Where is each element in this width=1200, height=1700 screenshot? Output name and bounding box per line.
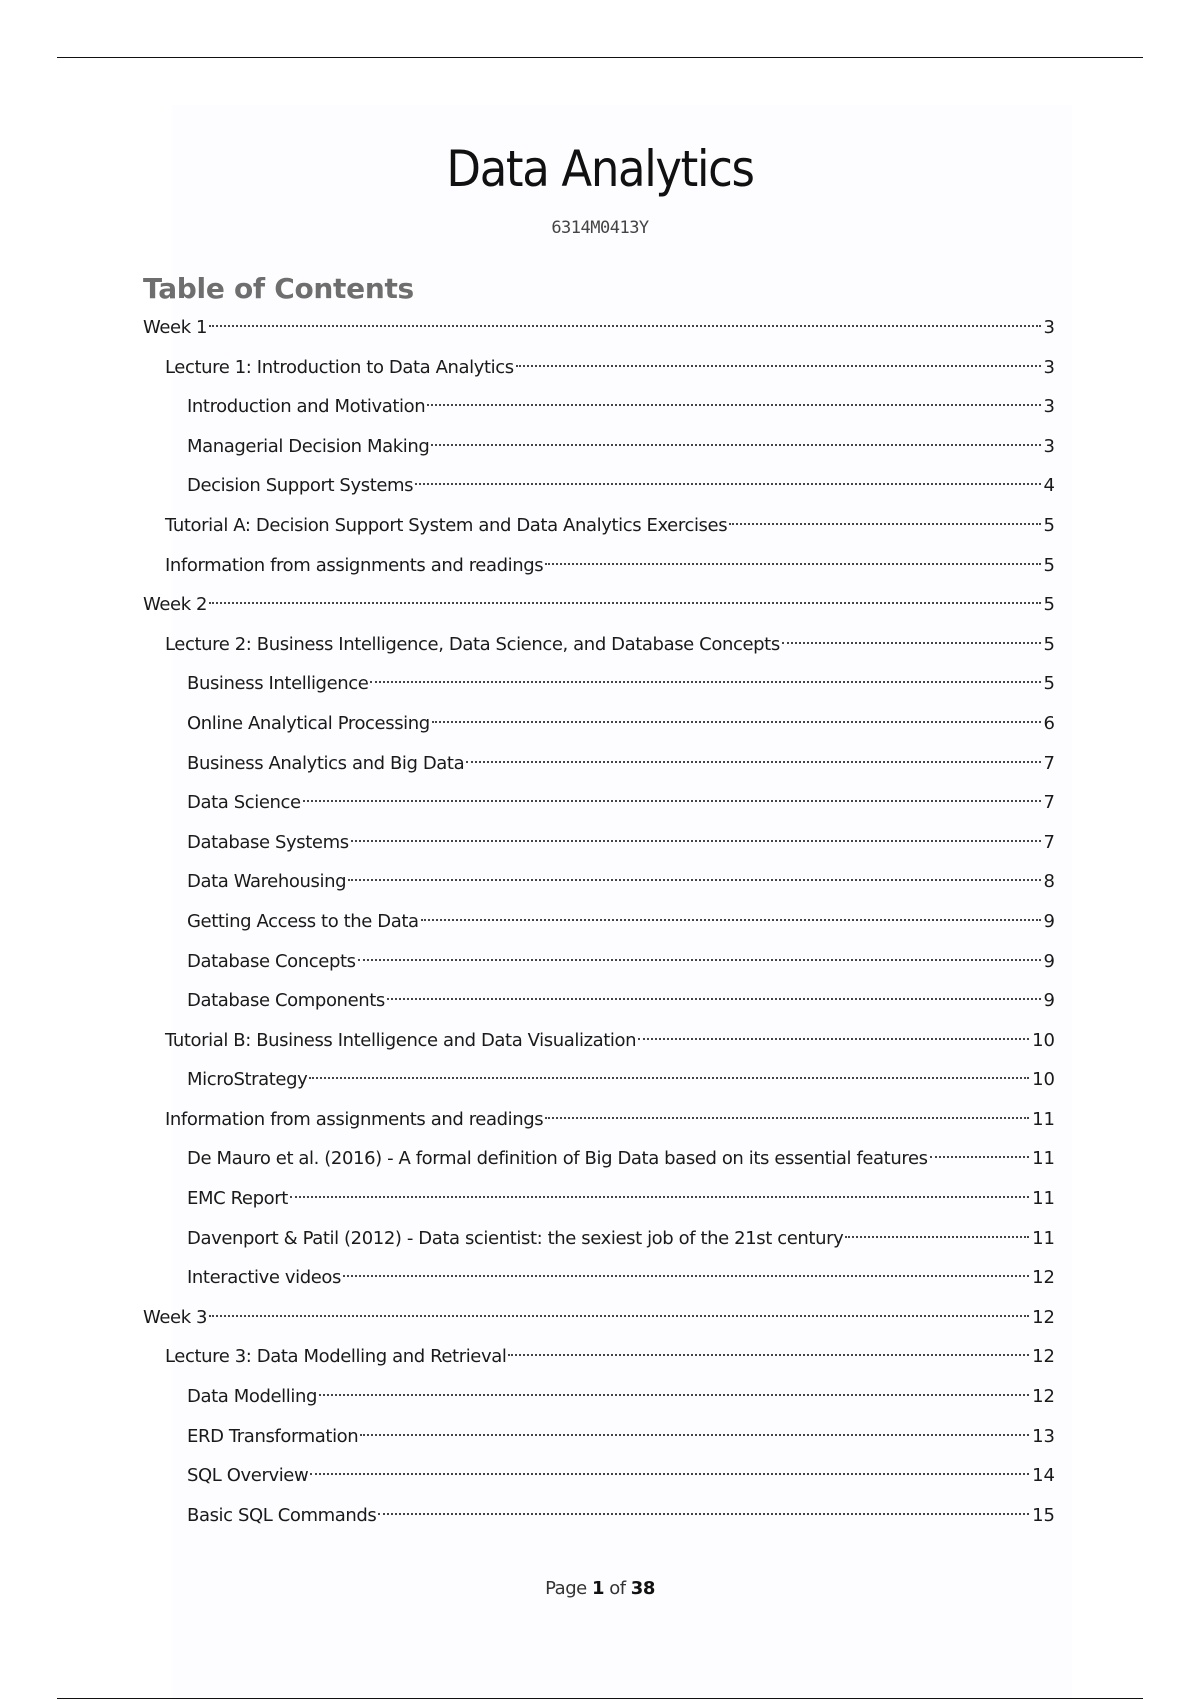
toc-entry[interactable] <box>143 1337 1055 1377</box>
toc-entry[interactable] <box>143 387 1055 427</box>
toc-dot-leader <box>209 325 1040 327</box>
toc-dot-leader <box>466 761 1040 763</box>
toc-dot-leader <box>309 1077 1029 1079</box>
toc-entry[interactable] <box>143 1179 1055 1219</box>
toc-entry-page-number: 11 <box>1032 1108 1055 1130</box>
toc-entry-label: Tutorial A: Decision Support System and Data Analytics Exercises <box>165 514 728 536</box>
toc-entry-label: Davenport & Patil (2012) - Data scientist: the sexiest job of the 21st century <box>187 1227 844 1249</box>
toc-entry-page-number: 3 <box>1043 435 1055 457</box>
course-code: 6314M0413Y <box>551 218 649 238</box>
header-rule <box>57 57 1143 58</box>
toc-entry-label: Week 3 <box>143 1306 208 1328</box>
toc-dot-leader <box>421 919 1041 921</box>
toc-entry-page-number: 12 <box>1032 1267 1055 1289</box>
toc-entry-label: Data Warehousing <box>187 871 347 893</box>
toc-entry-page-number: 12 <box>1032 1306 1055 1328</box>
toc-entry[interactable] <box>143 1060 1055 1100</box>
toc-entry-label: Tutorial B: Business Intelligence and Data Visualization <box>165 1029 637 1051</box>
toc-entry-page-number: 10 <box>1032 1029 1055 1051</box>
toc-entry[interactable] <box>143 546 1055 586</box>
toc-entry-page-number: 11 <box>1032 1148 1055 1170</box>
toc-dot-leader <box>782 642 1041 644</box>
toc-dot-leader <box>431 444 1040 446</box>
toc-dot-leader <box>427 404 1040 406</box>
toc-entry-page-number: 8 <box>1043 871 1055 893</box>
toc-entry-page-number: 9 <box>1043 910 1055 932</box>
toc-entry-page-number: 7 <box>1043 752 1055 774</box>
toc-dot-leader <box>209 1315 1029 1317</box>
toc-entry-page-number: 11 <box>1032 1227 1055 1249</box>
toc-dot-leader <box>290 1196 1029 1198</box>
toc-entry-page-number: 10 <box>1032 1069 1055 1091</box>
toc-entry[interactable] <box>143 902 1055 942</box>
toc-entry-page-number: 3 <box>1043 396 1055 418</box>
toc-entry-page-number: 15 <box>1032 1504 1055 1526</box>
toc-entry-page-number: 7 <box>1043 792 1055 814</box>
toc-entry-label: Information from assignments and readings <box>165 554 544 576</box>
toc-dot-leader <box>508 1354 1029 1356</box>
toc-dot-leader <box>432 721 1041 723</box>
toc-entry-label: Business Intelligence <box>187 673 369 695</box>
toc-dot-leader <box>303 800 1041 802</box>
toc-entry-label: Database Concepts <box>187 950 356 972</box>
toc-entry-page-number: 3 <box>1043 317 1055 338</box>
toc-dot-leader <box>516 365 1041 367</box>
toc-entry[interactable] <box>143 1100 1055 1140</box>
toc-entry-label: EMC Report <box>187 1188 288 1210</box>
toc-entry-page-number: 11 <box>1032 1188 1055 1210</box>
toc-entry-label: Interactive videos <box>187 1267 342 1289</box>
toc-entry-page-number: 12 <box>1032 1386 1055 1408</box>
footer-current-page: 1 <box>591 1578 604 1599</box>
toc-dot-leader <box>310 1473 1029 1475</box>
toc-entry[interactable] <box>143 1496 1055 1536</box>
toc-dot-leader <box>545 563 1040 565</box>
toc-dot-leader <box>343 1275 1029 1277</box>
toc-entry-page-number: 5 <box>1043 594 1055 616</box>
toc-entry[interactable] <box>143 1456 1055 1496</box>
toc-dot-leader <box>545 1117 1029 1119</box>
toc-entry[interactable] <box>143 942 1055 982</box>
toc-heading: Table of Contents <box>143 272 414 305</box>
toc-entry-label: SQL Overview <box>187 1465 309 1487</box>
toc-dot-leader <box>370 681 1040 683</box>
toc-dot-leader <box>387 998 1041 1000</box>
toc-entry[interactable] <box>143 664 1055 704</box>
toc-dot-leader <box>209 602 1040 604</box>
toc-entry-page-number: 7 <box>1043 831 1055 853</box>
toc-entry-label: Lecture 1: Introduction to Data Analytics <box>165 356 514 378</box>
toc-entry[interactable] <box>143 862 1055 902</box>
toc-entry-page-number: 13 <box>1032 1425 1055 1447</box>
toc-dot-leader <box>351 840 1041 842</box>
toc-entry-page-number: 9 <box>1043 950 1055 972</box>
toc-entry-label: Getting Access to the Data <box>187 910 419 932</box>
toc-dot-leader <box>930 1156 1029 1158</box>
toc-entry[interactable] <box>143 981 1055 1021</box>
toc-entry[interactable] <box>143 1021 1055 1061</box>
toc-entry-label: Online Analytical Processing <box>187 712 430 734</box>
toc-entry[interactable] <box>143 704 1055 744</box>
toc-entry-label: Managerial Decision Making <box>187 435 430 457</box>
toc-entry-label: Lecture 2: Business Intelligence, Data Science, and Database Concepts <box>165 633 780 655</box>
toc-entry-label: Information from assignments and readings <box>165 1108 544 1130</box>
toc-entry-label: Decision Support Systems <box>187 475 414 497</box>
document-title: Data Analytics <box>446 140 754 198</box>
toc-entry-page-number: 14 <box>1032 1465 1055 1487</box>
toc-entry[interactable] <box>143 506 1055 546</box>
footer-total-pages: 38 <box>630 1578 655 1599</box>
toc-entry[interactable] <box>143 1417 1055 1457</box>
toc-entry-label: Data Modelling <box>187 1386 317 1408</box>
toc-entry-label: Database Components <box>187 990 385 1012</box>
toc-entry[interactable] <box>143 1377 1055 1417</box>
toc-entry[interactable] <box>143 1139 1055 1179</box>
toc-entry[interactable] <box>143 585 1055 625</box>
toc-entry-label: Business Analytics and Big Data <box>187 752 465 774</box>
toc-entry[interactable] <box>143 1298 1055 1338</box>
toc-entry[interactable] <box>143 348 1055 388</box>
toc-entry-label: ERD Transformation <box>187 1425 359 1447</box>
toc-entry-label: Introduction and Motivation <box>187 396 426 418</box>
toc-dot-leader <box>638 1038 1029 1040</box>
toc-entry[interactable] <box>143 625 1055 665</box>
toc-entry-page-number: 3 <box>1043 356 1055 378</box>
toc-entry[interactable] <box>143 823 1055 863</box>
toc-dot-leader <box>360 1434 1029 1436</box>
toc-entry-page-number: 6 <box>1043 712 1055 734</box>
toc-dot-leader <box>348 879 1040 881</box>
toc-entry[interactable] <box>143 427 1055 467</box>
toc-dot-leader <box>845 1236 1029 1238</box>
toc-entry-label: Week 2 <box>143 594 208 616</box>
toc-entry-label: Week 1 <box>143 317 208 338</box>
toc-dot-leader <box>358 959 1041 961</box>
toc-entry-label: Basic SQL Commands <box>187 1504 377 1526</box>
toc-entry[interactable] <box>143 783 1055 823</box>
toc-entry[interactable] <box>143 308 1055 348</box>
toc-entry[interactable] <box>143 466 1055 506</box>
toc-entry-label: Lecture 3: Data Modelling and Retrieval <box>165 1346 507 1368</box>
table-of-contents <box>143 308 1055 1535</box>
footer-of: of <box>609 1578 626 1599</box>
toc-entry-page-number: 4 <box>1043 475 1055 497</box>
toc-entry-page-number: 12 <box>1032 1346 1055 1368</box>
footer-rule <box>57 1698 1143 1699</box>
toc-entry-page-number: 5 <box>1043 514 1055 536</box>
toc-entry-label: Database Systems <box>187 831 349 853</box>
toc-entry-label: Data Science <box>187 792 301 814</box>
toc-dot-leader <box>319 1394 1029 1396</box>
footer-prefix: Page <box>545 1578 587 1599</box>
toc-entry-label: MicroStrategy <box>187 1069 308 1091</box>
toc-dot-leader <box>415 483 1040 485</box>
toc-entry[interactable] <box>143 1258 1055 1298</box>
page-footer <box>0 1578 1200 1599</box>
toc-dot-leader <box>729 523 1040 525</box>
toc-entry-page-number: 5 <box>1043 554 1055 576</box>
toc-entry[interactable] <box>143 744 1055 784</box>
toc-entry-label: De Mauro et al. (2016) - A formal definition of Big Data based on its essential features <box>187 1148 928 1170</box>
toc-dot-leader <box>378 1513 1029 1515</box>
toc-entry-page-number: 9 <box>1043 990 1055 1012</box>
toc-entry[interactable] <box>143 1219 1055 1259</box>
toc-entry-page-number: 5 <box>1043 633 1055 655</box>
toc-entry-page-number: 5 <box>1043 673 1055 695</box>
